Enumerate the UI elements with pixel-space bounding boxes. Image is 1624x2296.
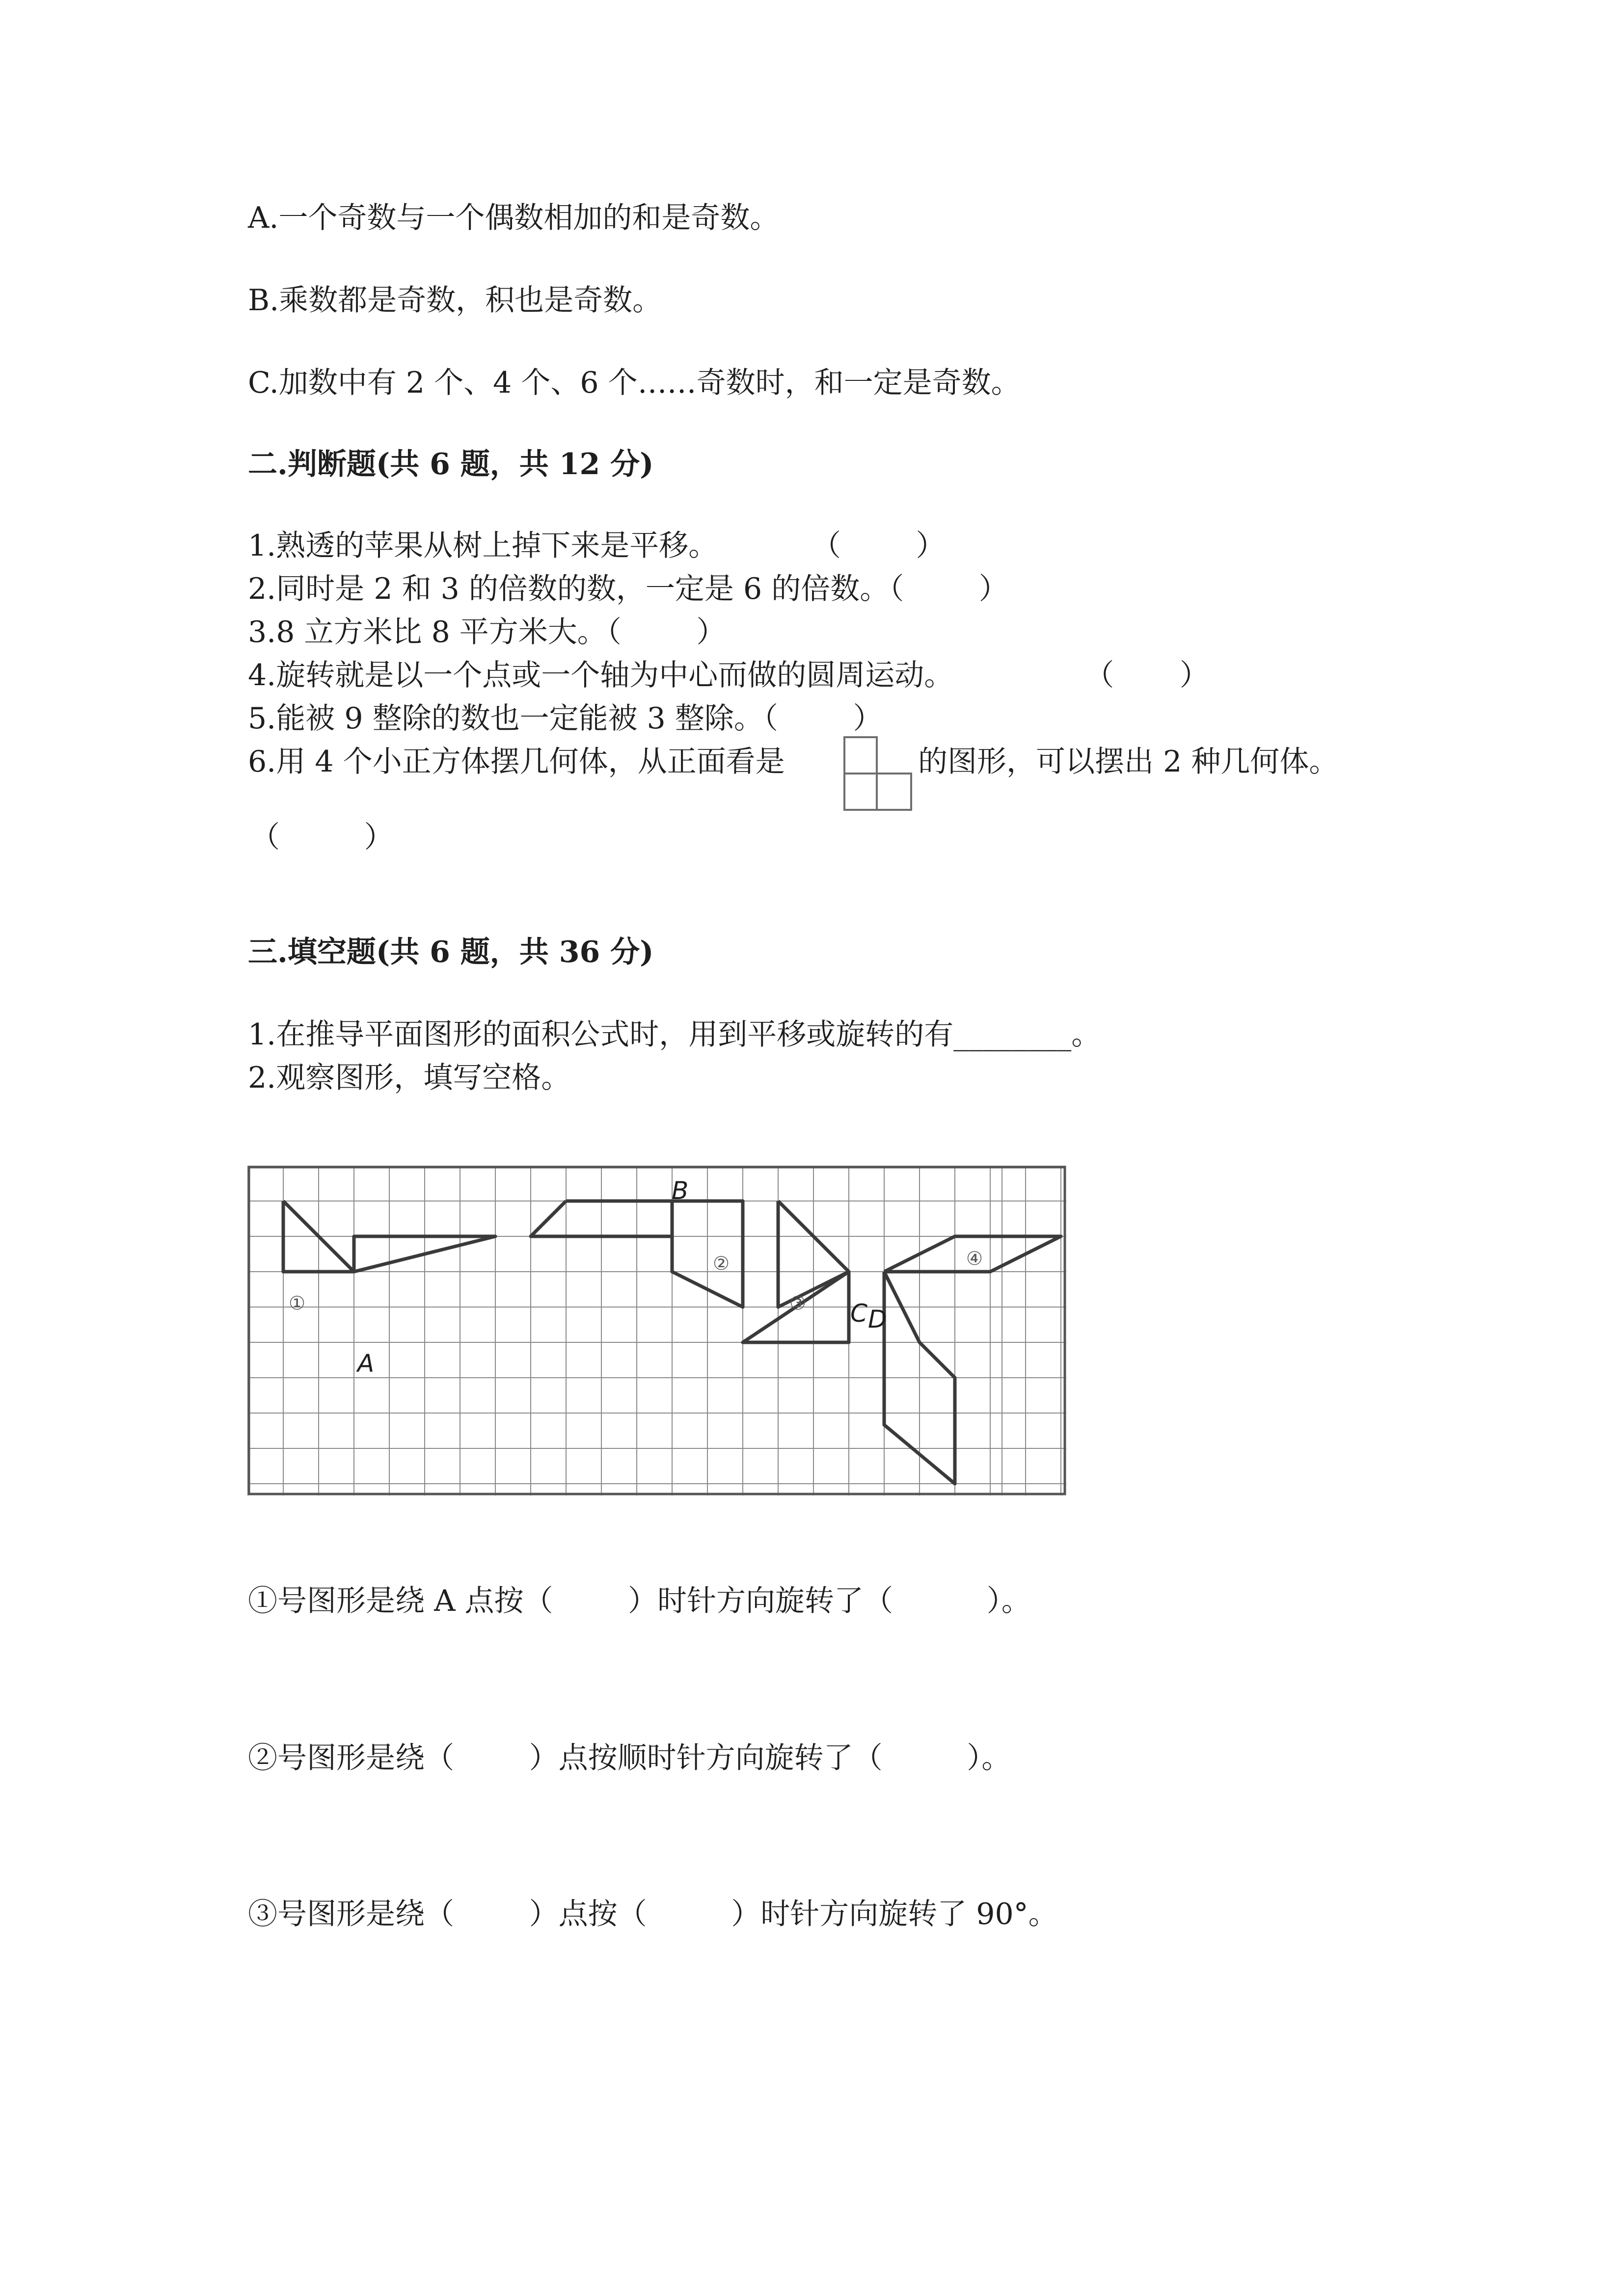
judge-item-5: 5.能被 9 整除的数也一定能被 3 整除。（ ） <box>248 701 883 736</box>
shape-2-number: ② <box>713 1253 730 1274</box>
choice-c: C.加数中有 2 个、4 个、6 个……奇数时，和一定是奇数。 <box>248 366 1021 400</box>
judge-item-6-text: 6.用 4 个小正方体摆几何体，从正面看是 <box>248 745 785 779</box>
shape-1-number: ① <box>289 1292 306 1314</box>
fill-item-2: 2.观察图形，填写空格。 <box>248 1061 571 1095</box>
judge-item-6-answer: （ ） <box>250 820 394 854</box>
grid-lines <box>247 1166 1066 1495</box>
fill-question-1: ①号图形是绕 A 点按（ ）时针方向旋转了（ ）。 <box>248 1584 1031 1618</box>
choice-a: A.一个奇数与一个偶数相加的和是奇数。 <box>248 201 780 235</box>
point-b-label: B <box>672 1176 689 1205</box>
rotation-grid-figure <box>247 1166 1066 1495</box>
judge-item-1: 1.熟透的苹果从树上掉下来是平移。 （ ） <box>248 529 946 563</box>
judge-item-4: 4.旋转就是以一个点或一个轴为中心而做的圆周运动。 （ ） <box>248 658 1209 693</box>
shape-3-number: ③ <box>789 1292 807 1314</box>
judge-item-6-tail: 的图形，可以摆出 2 种几何体。 <box>918 745 1339 779</box>
fill-item-1: 1.在推导平面图形的面积公式时，用到平移或旋转的有________。 <box>248 1017 1101 1052</box>
fill-question-2: ②号图形是绕（ ）点按顺时针方向旋转了（ ）。 <box>248 1741 1011 1775</box>
fill-question-3: ③号图形是绕（ ）点按（ ）时针方向旋转了 90°。 <box>248 1897 1058 1931</box>
point-a-label: A <box>357 1349 375 1378</box>
shape-4-number: ④ <box>966 1248 983 1269</box>
point-c-label: C <box>850 1299 867 1328</box>
point-d-label: D <box>868 1305 887 1334</box>
section-3-heading: 三.填空题(共 6 题，共 36 分) <box>248 935 654 969</box>
grid-border <box>249 1167 1065 1494</box>
judge-item-2: 2.同时是 2 和 3 的倍数的数，一定是 6 的倍数。（ ） <box>248 572 1008 606</box>
choice-b: B.乘数都是奇数，积也是奇数。 <box>248 283 662 318</box>
judge-item-3: 3.8 立方米比 8 平方米大。（ ） <box>248 615 726 649</box>
section-2-heading: 二.判断题(共 6 题，共 12 分) <box>248 447 654 481</box>
front-view-figure <box>842 735 914 813</box>
